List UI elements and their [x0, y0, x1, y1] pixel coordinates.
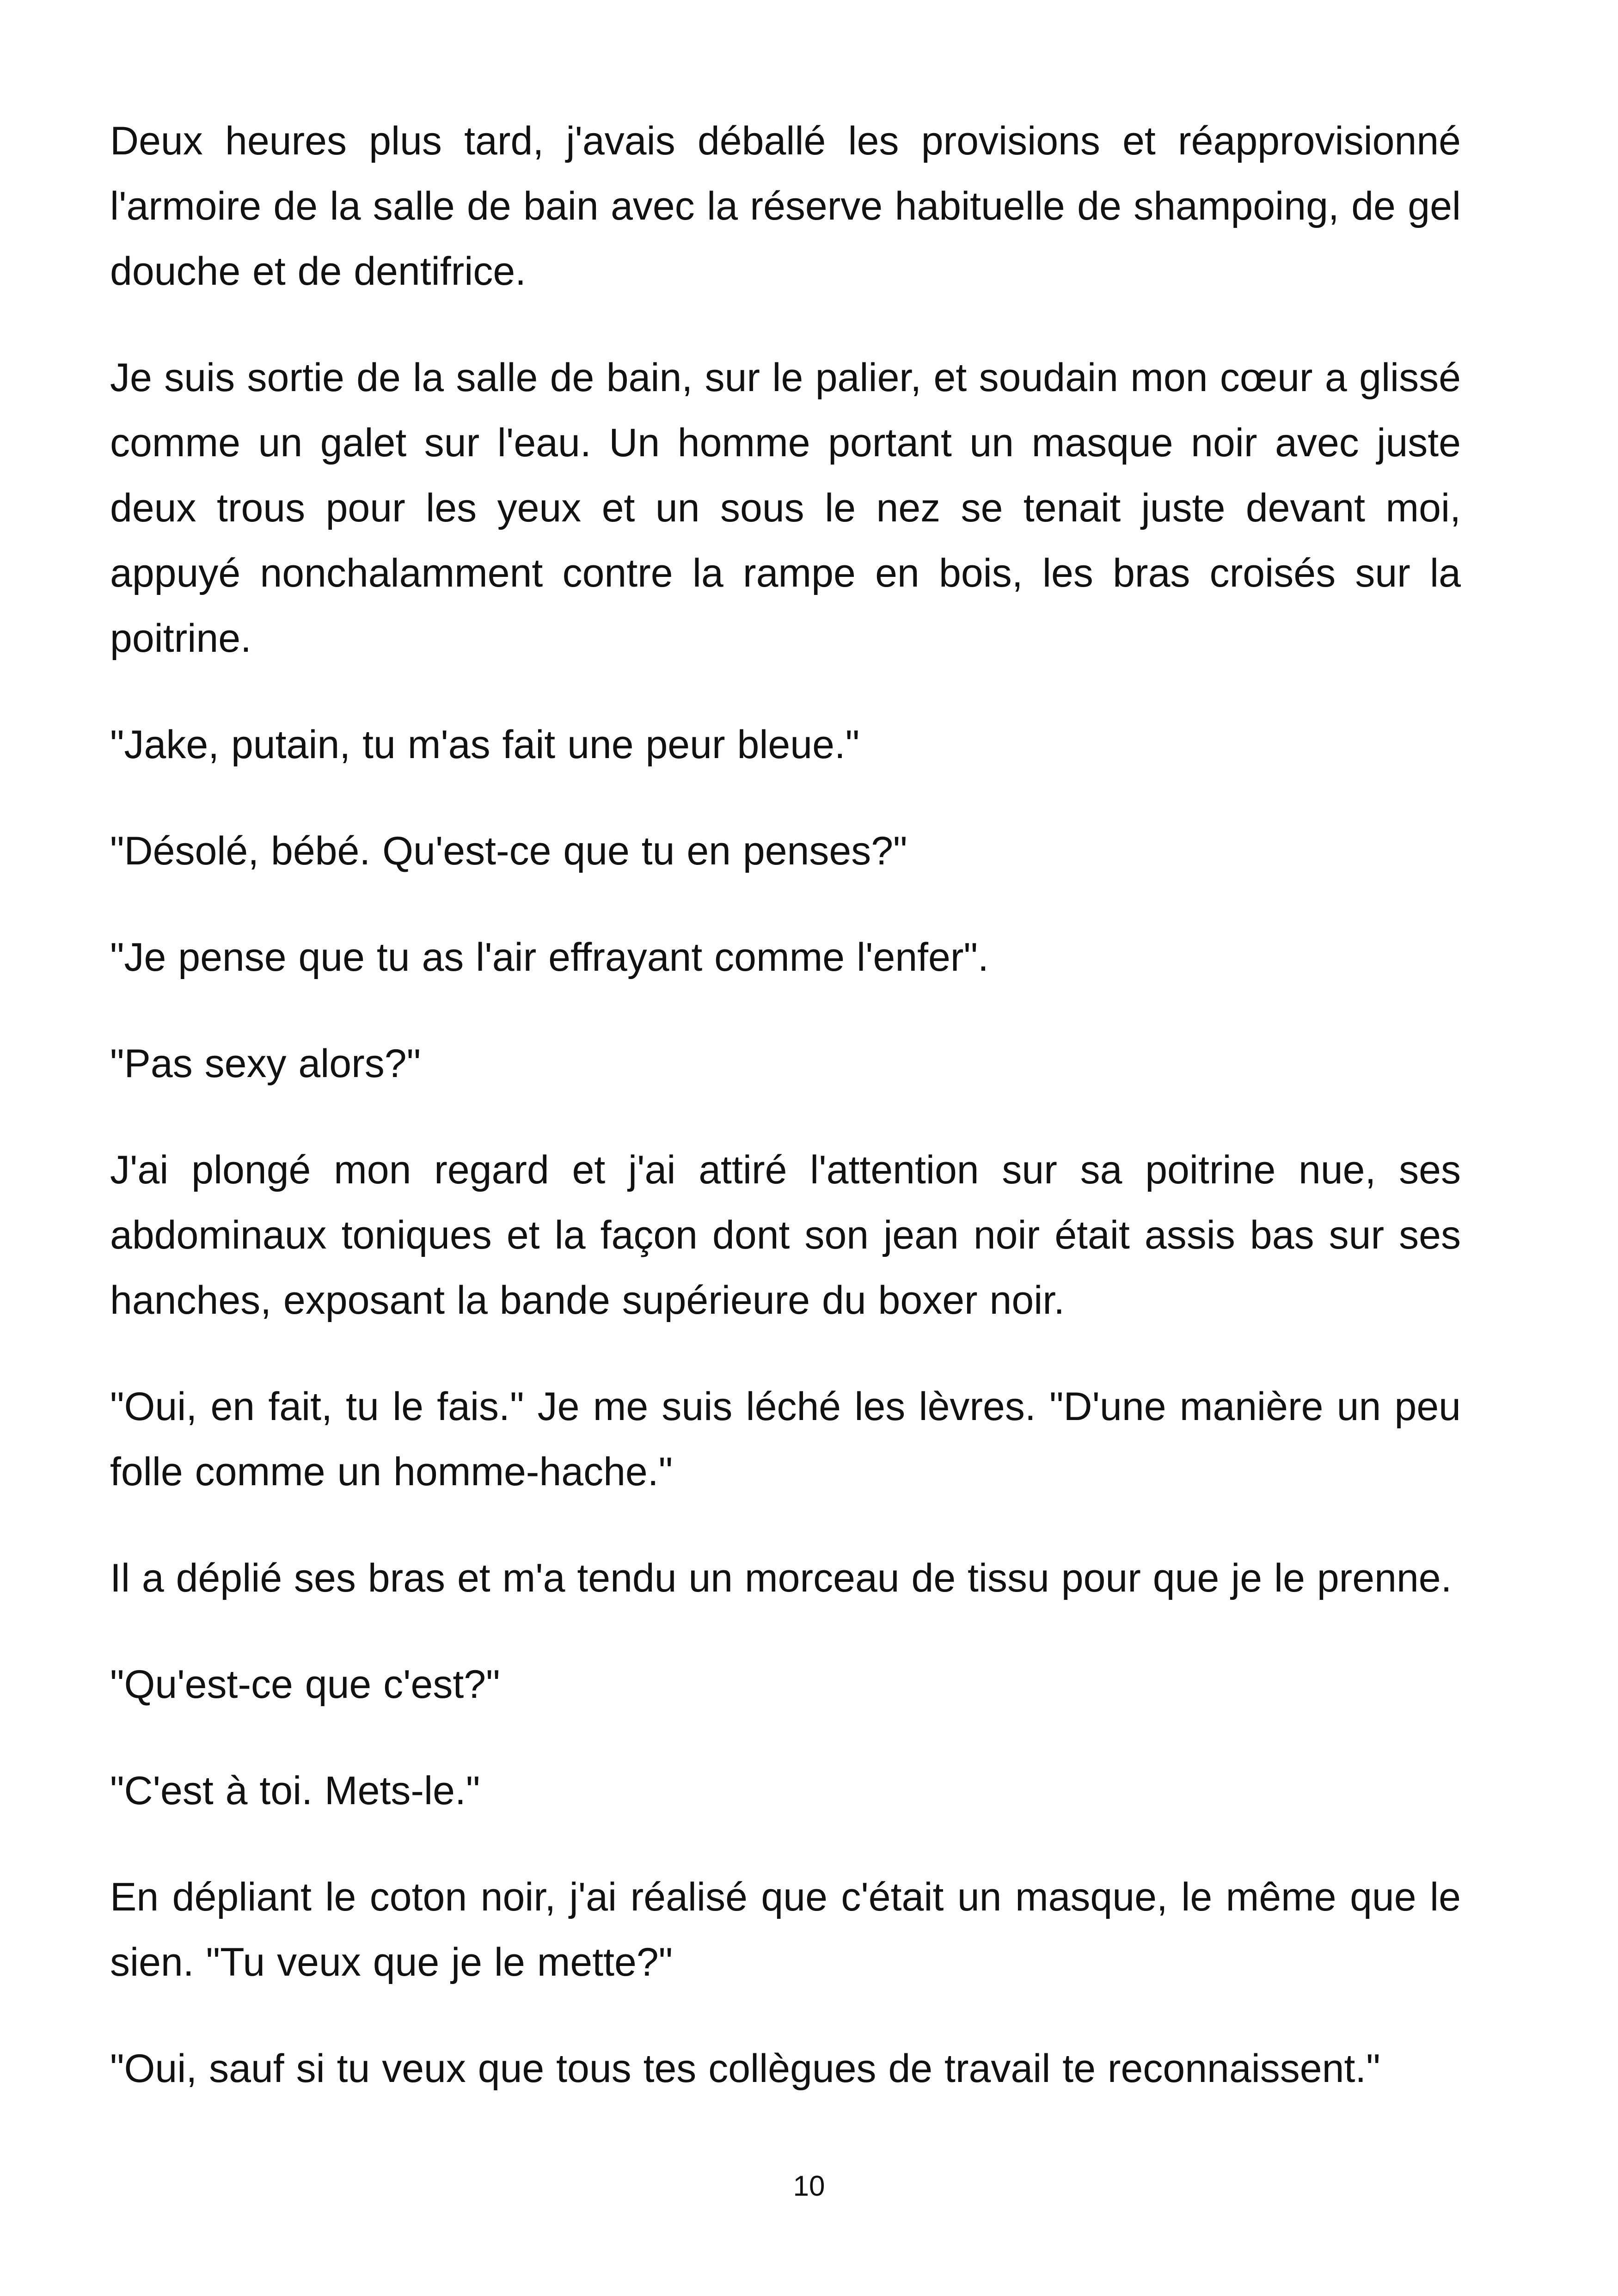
- paragraph-10: "Qu'est-ce que c'est?": [110, 1662, 500, 1707]
- paragraph-11: "C'est à toi. Mets-le.": [110, 1769, 480, 1813]
- paragraph-9: Il a déplié ses bras et m'a tendu un morceau de tissu pour que je le prenne.: [110, 1556, 1452, 1600]
- paragraph-1: Deux heures plus tard, j'avais déballé les provisions et réapprovisionné l'armoire de la salle de bain avec la réserve habituelle de shampoing, de gel douche et de dentifrice.: [110, 119, 1461, 294]
- page-body: [110, 109, 1461, 2143]
- paragraph-5: "Je pense que tu as l'air effrayant comme l'enfer".: [110, 935, 989, 980]
- paragraph-7: J'ai plongé mon regard et j'ai attiré l'attention sur sa poitrine nue, ses abdominaux toniques et la façon dont son jean noir était assis bas sur ses hanches, exposant la bande supérieure du boxer noir.: [110, 1148, 1461, 1322]
- paragraph-2: Je suis sortie de la salle de bain, sur le palier, et soudain mon cœur a glissé comme un galet sur l'eau. Un homme portant un masque noir avec juste deux trous pour les yeux et un sous le nez se tenait juste devant moi, appuyé nonchalamment contre la rampe en bois, les bras croisés sur la poitrine.: [110, 355, 1461, 661]
- paragraph-12: En dépliant le coton noir, j'ai réalisé que c'était un masque, le même que le sien. "Tu veux que je le mette?": [110, 1875, 1461, 1984]
- paragraph-13: "Oui, sauf si tu veux que tous tes collègues de travail te reconnaissent.": [110, 2046, 1380, 2091]
- paragraph-8: "Oui, en fait, tu le fais." Je me suis léché les lèvres. "D'une manière un peu folle comme un homme-hache.": [110, 1384, 1461, 1494]
- page-number: 10: [793, 2170, 825, 2202]
- paragraph-3: "Jake, putain, tu m'as fait une peur bleue.": [110, 722, 860, 767]
- paragraph-6: "Pas sexy alors?": [110, 1041, 421, 1086]
- paragraph-4: "Désolé, bébé. Qu'est-ce que tu en penses?": [110, 829, 907, 873]
